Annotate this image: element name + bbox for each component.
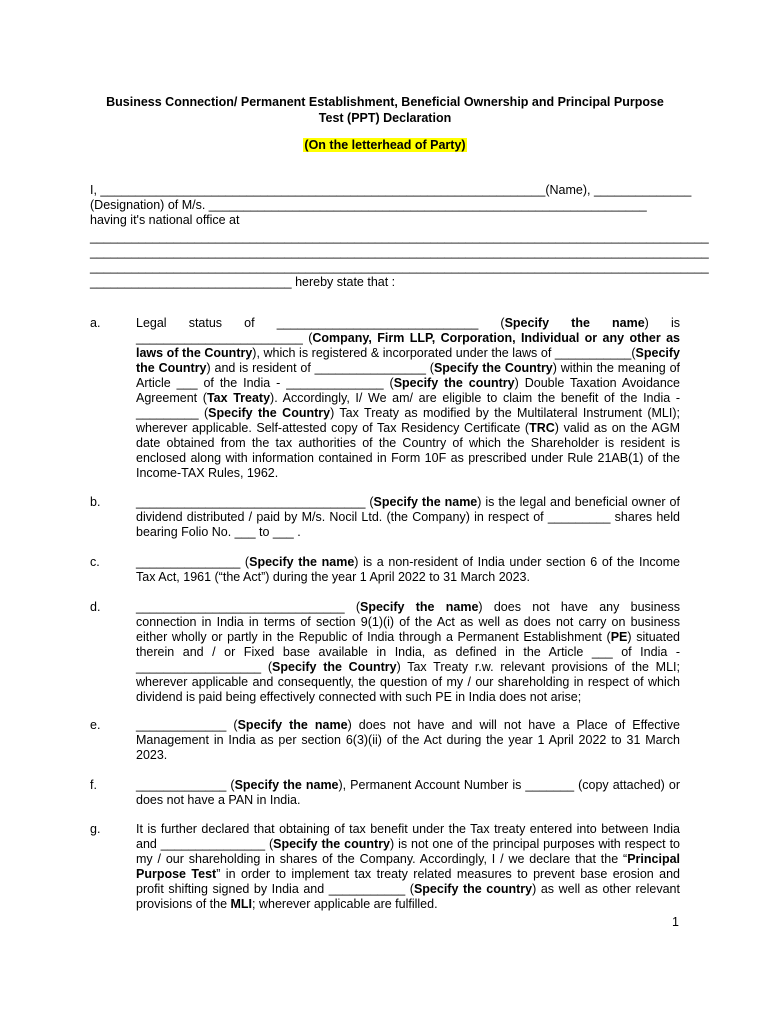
letterhead-note-text: (On the letterhead of Party) bbox=[304, 138, 466, 152]
clause-label: b. bbox=[90, 495, 101, 509]
intro-line: _________________________________________________________________________________________ bbox=[90, 230, 709, 244]
intro-line: _________________________________________________________________________________________ bbox=[90, 245, 709, 259]
intro-line: _________________________________________________________________________________________ bbox=[90, 260, 709, 274]
page-number: 1 bbox=[672, 915, 679, 929]
letterhead-note bbox=[0, 138, 770, 152]
declarant-intro bbox=[90, 183, 709, 290]
intro-line: _____________________________ hereby state that : bbox=[90, 275, 396, 289]
clause-text: _____________ (Specify the name) does not have and will not have a Place of Effective Management in India as per section 6(3)(ii) of the Act during the year 1 April 2022 to 31 March 2023. bbox=[136, 718, 680, 762]
document-title bbox=[90, 94, 680, 126]
clause-text: _______________ (Specify the name) is a non-resident of India under section 6 of the Income Tax Act, 1961 (“the Act”) during the year 1 April 2022 to 31 March 2023. bbox=[136, 555, 680, 584]
intro-line: I, ________________________________________________________________(Name), ______________ bbox=[90, 183, 692, 197]
title-line-2: Test (PPT) Declaration bbox=[318, 111, 452, 125]
title-line-1: Business Connection/ Permanent Establishment, Beneficial Ownership and Principal Purpose bbox=[106, 95, 664, 109]
intro-line: (Designation) of M/s. _______________________________________________________________ bbox=[90, 198, 647, 212]
clause-text: _____________ (Specify the name), Permanent Account Number is _______ (copy attached) or does not have a PAN in India. bbox=[136, 778, 680, 807]
clause-label: e. bbox=[90, 718, 101, 732]
clause-text: _________________________________ (Specify the name) is the legal and beneficial owner of dividend distributed / paid by M/s. Nocil Ltd. (the Company) in respect of _________ shares held bearing Folio No. ___ to ___ . bbox=[136, 495, 680, 539]
clause-text: ______________________________ (Specify the name) does not have any business connection in India in terms of section 9(1)(i) of the Act as well as does not carry on business either wholly or partly in the Republic of India through a Permanent Establishment (PE) situated therein and / or Fixed base available in India, as defined in the Article ___ of India - __________________ (Specify the Country) Tax Treaty r.w. relevant provisions of the MLI; wherever applicable and consequently, the question of my / our shareholding in respect of which dividend is paid being effectively connected with such PE in India does not arise; bbox=[136, 600, 680, 704]
intro-line: having it's national office at bbox=[90, 213, 240, 227]
clause-text: Legal status of _____________________________ (Specify the name) is ________________________ (Company, Firm LLP, Corporation, Individual or any other as laws of the Country), which is registered & incorporated under the laws of ___________(Specify the Country) and is resident of ________________ (Specify the Country) within the meaning of Article ___ of the India - ______________ (Specify the country) Double Taxation Avoidance Agreement (Tax Treaty). Accordingly, I/ We am/ are eligible to claim the benefit of the India - _________ (Specify the Country) Tax Treaty as modified by the Multilateral Instrument (MLI); wherever applicable. Self-attested copy of Tax Residency Certificate (TRC) valid as on the AGM date obtained from the tax authorities of the Country of which the Shareholder is resident is enclosed along with information contained in Form 10F as prescribed under Rule 21AB(1) of the Income-TAX Rules, 1962. bbox=[136, 316, 681, 480]
clause-label: f. bbox=[90, 778, 97, 792]
clause-label: c. bbox=[90, 555, 100, 569]
clause-label: d. bbox=[90, 600, 101, 614]
clause-label: a. bbox=[90, 316, 101, 330]
clause-text: It is further declared that obtaining of tax benefit under the Tax treaty entered into between India and _______________ (Specify the country) is not one of the principal purposes with respect to my / our shareholding in shares of the Company. Accordingly, I / we declare that the “Principal Purpose Test” in order to implement tax treaty related measures to prevent base erosion and profit shifting signed by India and ___________ (Specify the country) as well as other relevant provisions of the MLI; wherever applicable are fulfilled. bbox=[136, 822, 681, 911]
clause-label: g. bbox=[90, 822, 101, 836]
